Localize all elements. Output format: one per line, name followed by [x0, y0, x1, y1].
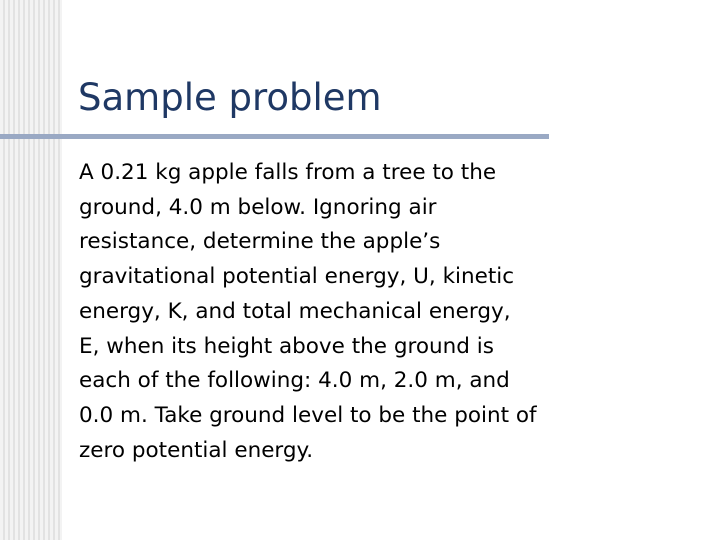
problem-text-line: ground, 4.0 m below. Ignoring air	[79, 194, 437, 220]
problem-text-line: A 0.21 kg apple falls from a tree to the	[79, 160, 497, 185]
problem-text-line: gravitational potential energy, U, kinetic	[79, 264, 515, 290]
problem-text-line: resistance, determine the apple’s	[79, 229, 441, 255]
problem-text-line: 0.0 m. Take ground level to be the point of	[79, 402, 537, 428]
title-underline-rule	[0, 134, 549, 139]
problem-text-line: energy, K, and total mechanical energy,	[79, 298, 511, 324]
problem-text-line: E, when its height above the ground is	[79, 333, 494, 359]
problem-text-line: zero potential energy.	[79, 437, 314, 463]
slide-title: Sample problem	[78, 76, 382, 119]
problem-text-line: each of the following: 4.0 m, 2.0 m, and	[79, 368, 510, 394]
decorative-stripes	[0, 0, 62, 540]
problem-text	[79, 156, 689, 468]
